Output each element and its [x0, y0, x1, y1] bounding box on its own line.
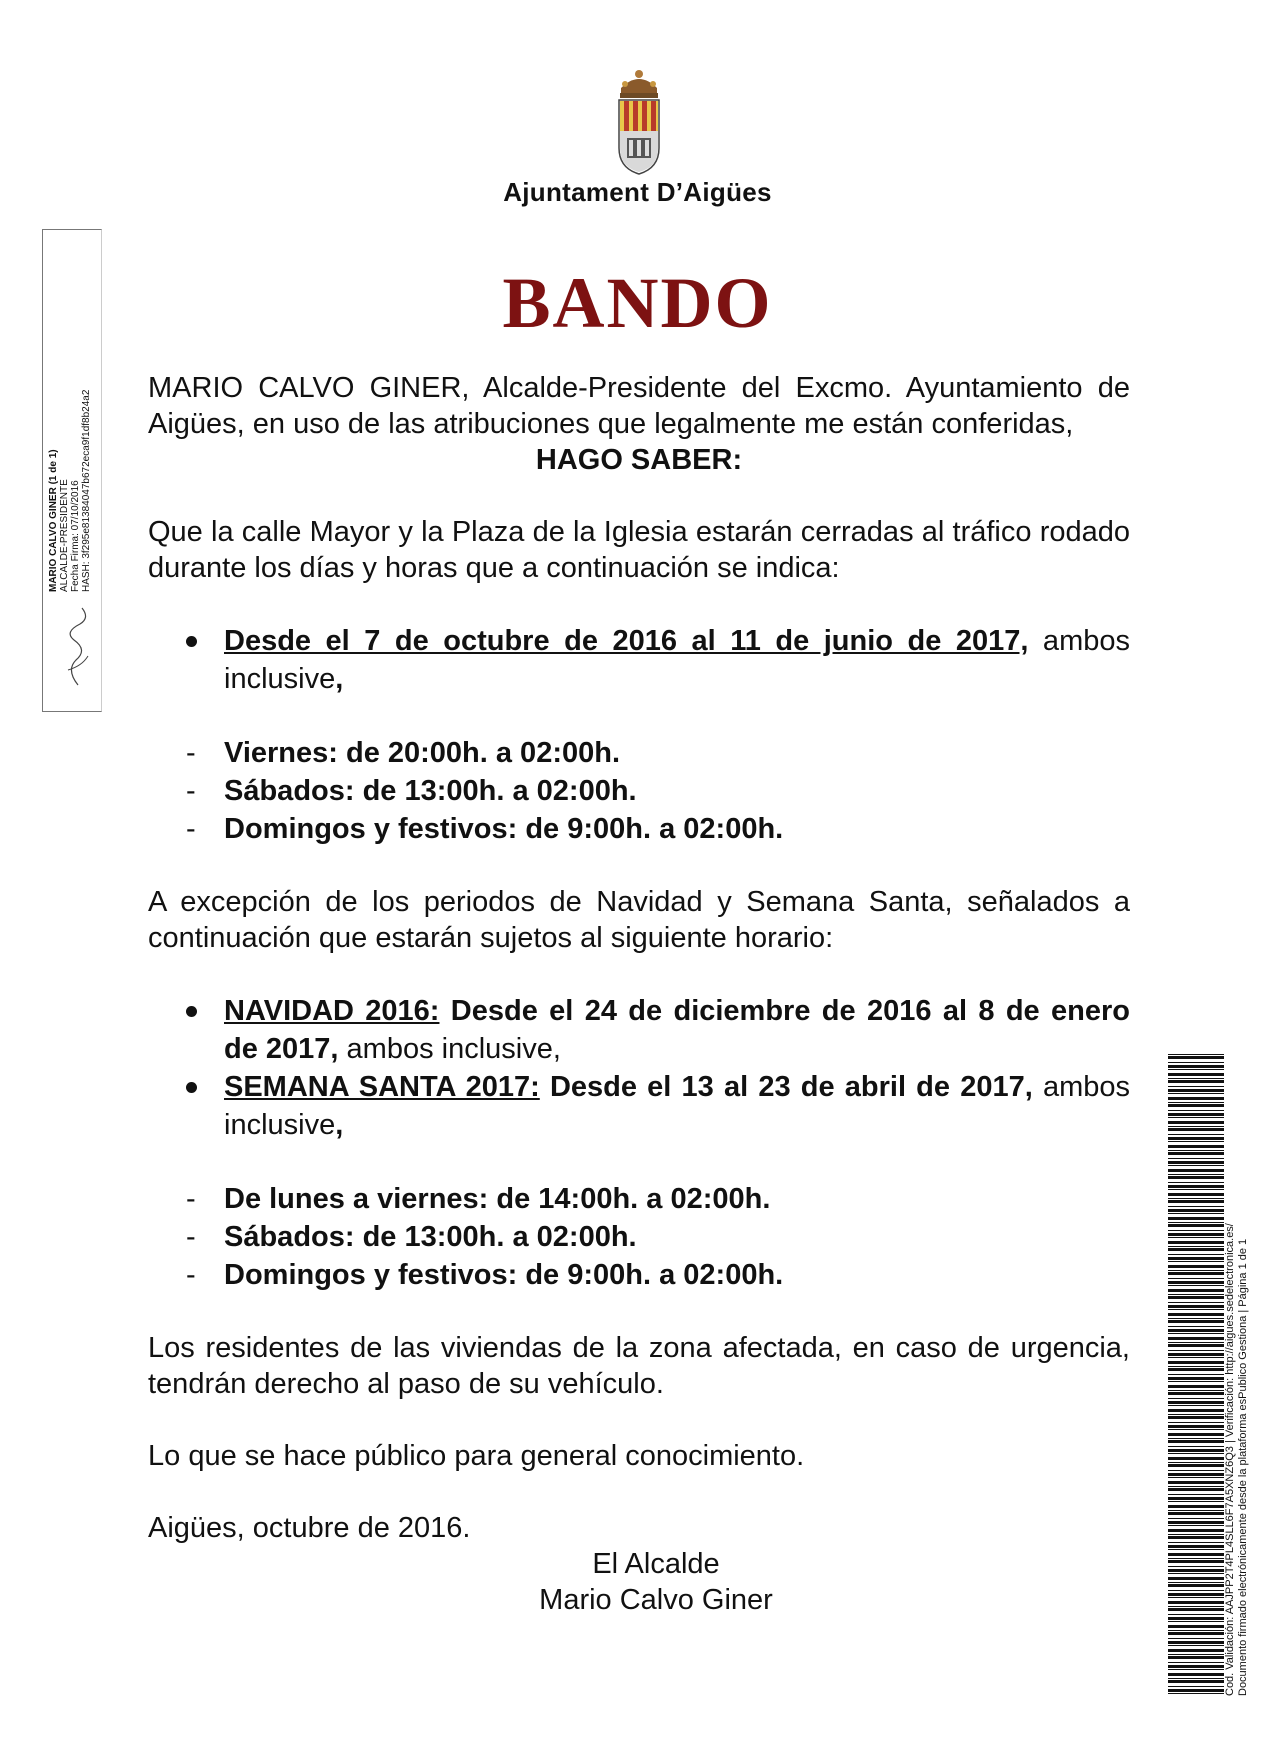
barcode-bar	[1168, 1097, 1224, 1100]
barcode-bar	[1168, 1566, 1224, 1567]
barcode-bar	[1168, 1185, 1224, 1188]
barcode-bar	[1168, 1405, 1224, 1406]
barcode-bar	[1168, 1457, 1224, 1460]
barcode-bar	[1168, 1464, 1224, 1467]
barcode-bar	[1168, 1529, 1224, 1532]
barcode-bar	[1168, 1662, 1224, 1663]
holiday-label: SEMANA SANTA 2017:	[224, 1071, 540, 1103]
barcode-bar	[1168, 1645, 1224, 1646]
barcode-bar	[1168, 1521, 1224, 1524]
barcode-bar	[1168, 1453, 1224, 1454]
barcode-bar	[1168, 1134, 1224, 1135]
barcode-bar	[1168, 1141, 1224, 1142]
period-comma: ,	[335, 663, 344, 695]
barcode-bar	[1168, 1470, 1224, 1471]
place-date: Aigües, octubre de 2016.	[148, 1512, 471, 1544]
barcode-bar	[1168, 1054, 1224, 1055]
residents-paragraph: Los residentes de las viviendas de la zona afectada, en caso de urgencia, tendrán derecho al paso de su vehículo.	[148, 1332, 1130, 1400]
barcode-bar	[1168, 1126, 1224, 1127]
announce-heading: HAGO SABER:	[535, 444, 743, 476]
barcode-bar	[1168, 1222, 1224, 1223]
barcode-bar	[1168, 1686, 1224, 1687]
barcode-bar	[1168, 1510, 1224, 1511]
barcode-bar	[1168, 1357, 1224, 1358]
barcode-bar	[1168, 1056, 1224, 1059]
barcode-bar	[1168, 1272, 1224, 1275]
barcode-bar	[1168, 1597, 1224, 1598]
exception-paragraph: A excepción de los periodos de Navidad y Semana Santa, señalados a continuación que estarán sujetos al siguiente horario:	[148, 886, 1130, 954]
holiday-suffix: ambos inclusive,	[338, 1033, 561, 1065]
barcode-bar	[1168, 1368, 1224, 1371]
barcode-bar	[1168, 1318, 1224, 1319]
barcode-bar	[1168, 1497, 1224, 1500]
barcode-bar	[1168, 1137, 1224, 1140]
barcode-bar	[1168, 1206, 1224, 1207]
barcode-bar	[1168, 1614, 1224, 1615]
barcode-bar	[1168, 1481, 1224, 1484]
barcode-bar	[1168, 1281, 1224, 1284]
barcode-bar	[1168, 1584, 1224, 1587]
barcode-bar	[1168, 1176, 1224, 1179]
barcode-bar	[1168, 1553, 1224, 1556]
signature-stamp-text: MARIO CALVO GINER (1 de 1) ALCALDE-PRESIDENTE Fecha Firma: 07/10/2016 HASH: 3f295e81384047b672eca9f1df8b24a2	[48, 389, 92, 592]
barcode-bar	[1168, 1246, 1224, 1247]
barcode-bar	[1168, 1209, 1224, 1212]
barcode-bar	[1168, 1342, 1224, 1343]
barcode-bar	[1168, 1078, 1224, 1079]
barcode-bar	[1168, 1446, 1224, 1447]
barcode-bar	[1168, 1193, 1224, 1196]
municipal-crest-icon	[611, 68, 667, 178]
barcode-bar	[1168, 1257, 1224, 1260]
signature-name: Mario Calvo Giner	[539, 1584, 773, 1616]
barcode-bar	[1168, 1473, 1224, 1476]
barcode-bar	[1168, 1065, 1224, 1068]
barcode-bar	[1168, 1621, 1224, 1622]
handwritten-signature-icon	[58, 600, 98, 690]
barcode-bar	[1168, 1117, 1224, 1118]
barcode-bar	[1168, 1302, 1224, 1303]
holiday-label: NAVIDAD 2016:	[224, 995, 440, 1027]
barcode-bar	[1168, 1569, 1224, 1572]
period-range: Desde el 7 de octubre de 2016 al 11 de junio de 2017,	[224, 625, 1029, 657]
barcode-bar	[1168, 1121, 1224, 1124]
barcode-bar	[1168, 1309, 1224, 1310]
barcode-bar	[1168, 1374, 1224, 1375]
barcode-bar	[1168, 1237, 1224, 1238]
barcode-bar	[1168, 1438, 1224, 1439]
barcode-bar	[1168, 1169, 1224, 1172]
barcode-bar	[1168, 1477, 1224, 1478]
barcode-bar	[1168, 1488, 1224, 1491]
barcode-bar	[1168, 1401, 1224, 1404]
barcode-bar	[1168, 1542, 1224, 1543]
validation-text: Cod. Validación: AAJPP2T4PL4SLL6F7A5XNZ6Q3 | Verificación: http://aigues.sedelectronica.es/ Documento firmado electrónicamente desde la plataforma esPublico Gestiona | Página 1 de 1	[1224, 1223, 1249, 1696]
barcode-bar	[1168, 1669, 1224, 1670]
barcode-bar	[1168, 1678, 1224, 1679]
barcode-bar	[1168, 1462, 1224, 1463]
intro-paragraph: MARIO CALVO GINER, Alcalde-Presidente del Excmo. Ayuntamiento de Aigües, en uso de las atribuciones que legalmente me están conferidas,	[148, 372, 1130, 440]
barcode-bar	[1168, 1545, 1224, 1548]
period-suffix: ambos inclusive	[224, 625, 1130, 695]
barcode-bar	[1168, 1366, 1224, 1367]
barcode-bar	[1168, 1433, 1224, 1436]
bullet-icon	[186, 1006, 197, 1017]
schedule-item: - Viernes: de 20:00h. a 02:00h.	[186, 737, 621, 769]
barcode-bar	[1168, 1128, 1224, 1131]
barcode-bar	[1168, 1261, 1224, 1262]
barcode-bar	[1168, 1518, 1224, 1519]
barcode-bar	[1168, 1289, 1224, 1292]
barcode-bar	[1168, 1241, 1224, 1244]
barcode-bar	[1168, 1558, 1224, 1559]
barcode-bar	[1168, 1582, 1224, 1583]
barcode-bar	[1168, 1150, 1224, 1151]
barcode-bar	[1168, 1617, 1224, 1620]
barcode-bar	[1168, 1377, 1224, 1380]
signature-role: El Alcalde	[592, 1548, 720, 1580]
barcode-bar	[1168, 1654, 1224, 1655]
barcode-bar	[1168, 1102, 1224, 1103]
barcode-bar	[1168, 1625, 1224, 1628]
barcode-bar	[1168, 1534, 1224, 1535]
barcode-bar	[1168, 1673, 1224, 1676]
barcode-bar	[1168, 1329, 1224, 1332]
barcode-bar	[1168, 1422, 1224, 1423]
barcode-bar	[1168, 1254, 1224, 1255]
barcode-icon	[1168, 1054, 1224, 1694]
barcode-bar	[1168, 1606, 1224, 1607]
barcode-bar	[1168, 1073, 1224, 1076]
barcode-bar	[1168, 1213, 1224, 1214]
schedule-item: - Sábados: de 13:00h. a 02:00h.	[186, 775, 637, 807]
barcode-bar	[1168, 1608, 1224, 1611]
barcode-bar	[1168, 1693, 1224, 1694]
barcode-bar	[1168, 1593, 1224, 1596]
document-body	[148, 370, 1130, 1618]
barcode-bar	[1168, 1161, 1224, 1164]
barcode-bar	[1168, 1344, 1224, 1347]
holiday-item	[148, 1068, 1130, 1144]
period-item	[148, 622, 1130, 698]
barcode-bar	[1168, 1601, 1224, 1604]
barcode-bar	[1168, 1392, 1224, 1395]
barcode-bar	[1168, 1296, 1224, 1299]
barcode-bar	[1168, 1152, 1224, 1155]
organization-name: Ajuntament D’Aigües	[503, 177, 772, 207]
holiday-range: Desde el 13 al 23 de abril de 2017,	[539, 1071, 1033, 1103]
barcode-bar	[1168, 1069, 1224, 1070]
barcode-bar	[1168, 1525, 1224, 1526]
barcode-bar	[1168, 1353, 1224, 1356]
holiday-suffix: ambos inclusive	[224, 1071, 1130, 1141]
barcode-bar	[1168, 1224, 1224, 1227]
barcode-bar	[1168, 1440, 1224, 1443]
barcode-bar	[1168, 1361, 1224, 1364]
barcode-bar	[1168, 1641, 1224, 1644]
barcode-bar	[1168, 1630, 1224, 1631]
barcode-bar	[1168, 1217, 1224, 1220]
barcode-bar	[1168, 1350, 1224, 1351]
barcode-bar	[1168, 1333, 1224, 1334]
barcode-bar	[1168, 1512, 1224, 1515]
barcode-bar	[1168, 1165, 1224, 1166]
schedule-item: - Domingos y festivos: de 9:00h. a 02:00h.	[186, 813, 784, 845]
schedule-item: - De lunes a viernes: de 14:00h. a 02:00h.	[186, 1183, 771, 1215]
schedule-item: - Domingos y festivos: de 9:00h. a 02:00h.	[186, 1259, 784, 1291]
barcode-bar	[1168, 1294, 1224, 1295]
barcode-bar	[1168, 1486, 1224, 1487]
barcode-bar	[1168, 1174, 1224, 1175]
barcode-bar	[1168, 1649, 1224, 1652]
barcode-bar	[1168, 1285, 1224, 1286]
barcode-bar	[1168, 1449, 1224, 1452]
barcode-bar	[1168, 1248, 1224, 1251]
holiday-range: Desde el 24 de diciembre de 2016 al 8 de enero de 2017,	[224, 995, 1130, 1065]
barcode-bar	[1168, 1656, 1224, 1659]
barcode-bar	[1168, 1198, 1224, 1199]
barcode-bar	[1168, 1573, 1224, 1574]
barcode-bar	[1168, 1104, 1224, 1107]
barcode-bar	[1168, 1638, 1224, 1639]
barcode-bar	[1168, 1313, 1224, 1316]
barcode-bar	[1168, 1381, 1224, 1382]
barcode-bar	[1168, 1182, 1224, 1183]
barcode-bar	[1168, 1494, 1224, 1495]
barcode-bar	[1168, 1536, 1224, 1539]
barcode-bar	[1168, 1425, 1224, 1428]
barcode-bar	[1168, 1080, 1224, 1083]
barcode-bar	[1168, 1665, 1224, 1668]
barcode-bar	[1168, 1416, 1224, 1419]
barcode-bar	[1168, 1590, 1224, 1591]
holiday-comma: ,	[335, 1109, 344, 1141]
holiday-item	[148, 992, 1130, 1068]
barcode-bar	[1168, 1093, 1224, 1094]
barcode-bar	[1168, 1560, 1224, 1563]
barcode-bar	[1168, 1385, 1224, 1388]
barcode-bar	[1168, 1320, 1224, 1323]
barcode-bar	[1168, 1110, 1224, 1111]
closure-paragraph: Que la calle Mayor y la Plaza de la Iglesia estarán cerradas al tráfico rodado durante los días y horas que a continuación se indica:	[148, 516, 1130, 584]
barcode-bar	[1168, 1062, 1224, 1063]
barcode-bar	[1168, 1680, 1224, 1683]
barcode-bar	[1168, 1549, 1224, 1550]
barcode-bar	[1168, 1501, 1224, 1502]
barcode-bar	[1168, 1305, 1224, 1308]
barcode-bar	[1168, 1265, 1224, 1268]
barcode-bar	[1168, 1409, 1224, 1412]
barcode-bar	[1168, 1398, 1224, 1399]
barcode-bar	[1168, 1113, 1224, 1116]
barcode-bar	[1168, 1326, 1224, 1327]
barcode-bar	[1168, 1577, 1224, 1580]
barcode-bar	[1168, 1189, 1224, 1190]
barcode-bar	[1168, 1089, 1224, 1092]
barcode-bar	[1168, 1086, 1224, 1087]
barcode-bar	[1168, 1337, 1224, 1340]
barcode-bar	[1168, 1414, 1224, 1415]
barcode-bar	[1168, 1200, 1224, 1203]
barcode-bar	[1168, 1278, 1224, 1279]
barcode-bar	[1168, 1270, 1224, 1271]
page-title: BANDO	[502, 263, 773, 343]
barcode-bar	[1168, 1390, 1224, 1391]
barcode-bar	[1168, 1505, 1224, 1508]
barcode-bar	[1168, 1145, 1224, 1148]
public-notice-paragraph: Lo que se hace público para general conocimiento.	[148, 1440, 805, 1472]
barcode-bar	[1168, 1689, 1224, 1692]
barcode-bar	[1168, 1429, 1224, 1430]
bullet-icon	[186, 636, 197, 647]
barcode-bar	[1168, 1158, 1224, 1159]
bullet-icon	[186, 1082, 197, 1093]
barcode-bar	[1168, 1233, 1224, 1236]
schedule-item: - Sábados: de 13:00h. a 02:00h.	[186, 1221, 637, 1253]
barcode-bar	[1168, 1230, 1224, 1231]
barcode-bar	[1168, 1632, 1224, 1635]
